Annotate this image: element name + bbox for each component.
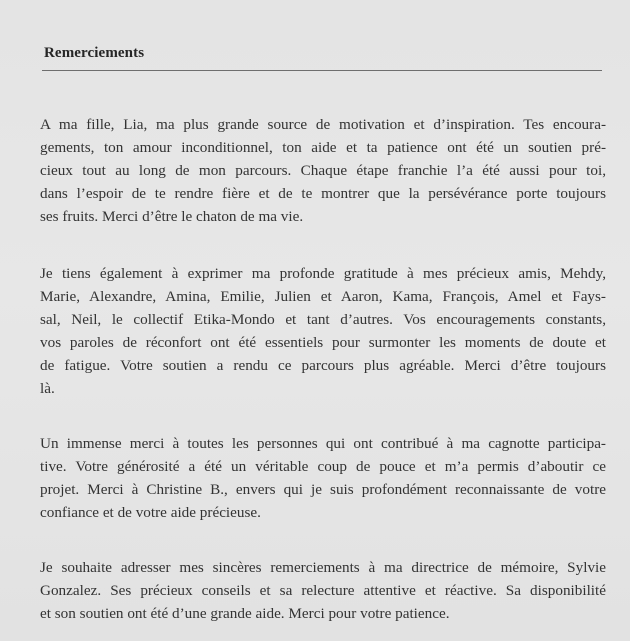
paragraph-line: confiance et de votre aide précieuse. [40, 504, 261, 521]
paragraph-director [40, 556, 606, 625]
paragraph-line: tive. Votre générosité a été un véritable coup de pouce et m’a permis d’aboutir ce [40, 458, 606, 475]
paragraph-line: cieux tout au long de mon parcours. Chaque étape franchie l’a été aussi pour toi, [40, 162, 606, 179]
paragraph-line: A ma fille, Lia, ma plus grande source de motivation et d’inspiration. Tes encoura- [40, 116, 606, 133]
paragraph-line: sal, Neil, le collectif Etika-Mondo et tant d’autres. Vos encouragements constants, [40, 311, 606, 328]
paragraph-line: vos paroles de réconfort ont été essentiels pour surmonter les moments de doute et [40, 334, 606, 351]
paragraph-crowdfunding [40, 432, 606, 524]
paragraph-line: de fatigue. Votre soutien a rendu ce parcours plus agréable. Merci d’être toujours [40, 357, 606, 374]
paragraph-line: là. [40, 380, 55, 397]
paragraph-line: Je souhaite adresser mes sincères remerciements à ma directrice de mémoire, Sylvie [40, 559, 606, 576]
paragraph-line: Je tiens également à exprimer ma profonde gratitude à mes précieux amis, Mehdy, [40, 265, 606, 282]
paragraph-friends [40, 262, 606, 400]
paragraph-line: Un immense merci à toutes les personnes qui ont contribué à ma cagnotte participa- [40, 435, 606, 452]
paragraph-line: Gonzalez. Ses précieux conseils et sa relecture attentive et réactive. Sa disponibilité [40, 582, 606, 599]
paragraph-line: gements, ton amour inconditionnel, ton aide et ta patience ont été un soutien pré- [40, 139, 606, 156]
paragraph-line: ses fruits. Merci d’être le chaton de ma vie. [40, 208, 304, 225]
paragraph-line: projet. Merci à Christine B., envers qui je suis profondément reconnaissante de votre [40, 481, 606, 498]
section-heading: Remerciements [44, 45, 145, 61]
paragraph-line: dans l’espoir de te rendre fière et de te montrer que la persévérance porte toujours [40, 185, 606, 202]
paragraph-line: et son soutien ont été d’une grande aide. Merci pour votre patience. [40, 605, 450, 622]
paragraph-daughter [40, 113, 606, 228]
paragraph-line: Marie, Alexandre, Amina, Emilie, Julien et Aaron, Kama, François, Amel et Fays- [40, 288, 606, 305]
heading-underline [42, 70, 602, 71]
